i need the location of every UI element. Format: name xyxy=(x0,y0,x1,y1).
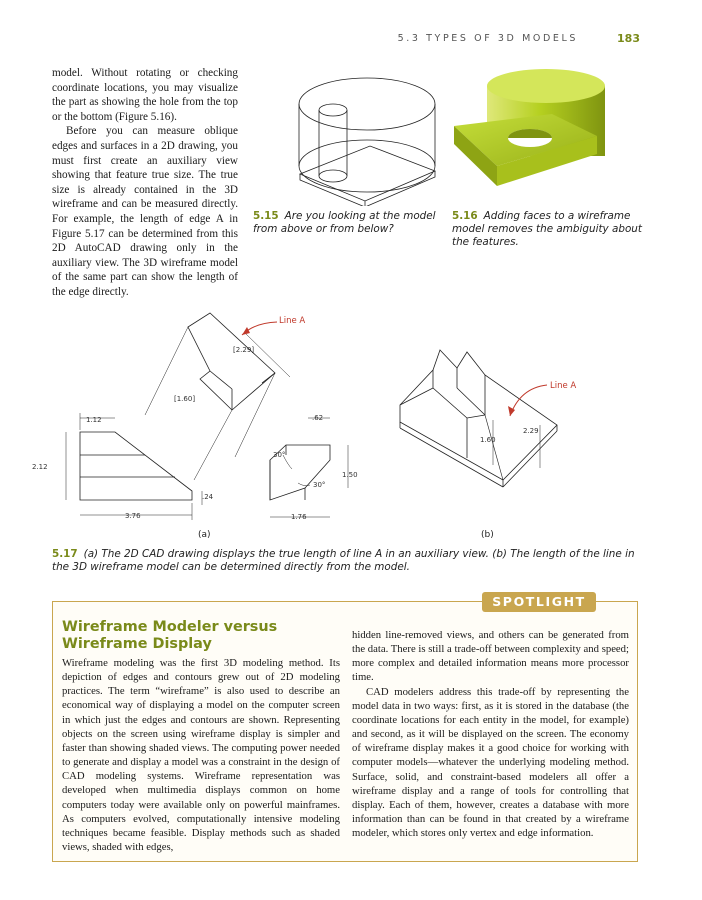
caption-text: Adding faces to a wireframe model removes the ambiguity about the features. xyxy=(452,210,642,248)
dimension-label: 30° xyxy=(273,451,286,459)
dimension-label: [1.60] xyxy=(174,395,196,403)
spotlight-left-column xyxy=(62,656,340,854)
spotlight-title-line-2: Wireframe Display xyxy=(62,636,212,652)
line-a-label: Line A xyxy=(279,316,306,326)
line-a-label: Line A xyxy=(550,381,577,391)
figure-5-16-caption xyxy=(452,210,642,249)
figure-number: 5.15 xyxy=(253,210,279,222)
figure-number: 5.16 xyxy=(452,210,478,222)
caption-text: (a) The 2D CAD drawing displays the true length of line A in an auxiliary view. (b) The length of the line in the 3D wireframe model can be determined directly from the model. xyxy=(52,548,635,573)
running-head xyxy=(0,33,640,49)
body-paragraph-2: Before you can measure oblique edges and surfaces in a 2D drawing, you must first create an auxiliary view showing that feature true size. The true size is already contained in the 3D wireframe and can be measured directly. For example, the length of edge A in Figure 5.17 can be determined from this 2D AutoCAD drawing only in the auxiliary view. The 3D wireframe model of the same part can show the length of the edge directly. xyxy=(52,125,238,298)
dimension-label: 2.29 xyxy=(523,427,539,435)
spotlight-right-column xyxy=(352,628,629,840)
dimension-label: [2.29] xyxy=(233,346,255,354)
figure-5-17-caption xyxy=(52,548,642,574)
dimension-label: 1.12 xyxy=(86,416,102,424)
spotlight-title xyxy=(62,619,322,653)
spotlight-title-line-1: Wireframe Modeler versus xyxy=(62,619,278,635)
caption-text: Are you looking at the model from above or from below? xyxy=(253,210,436,235)
dimension-label: .62 xyxy=(312,414,324,422)
dimension-label: 30° xyxy=(313,481,326,489)
figure-5-16-shaded-model xyxy=(452,66,642,196)
dimension-label: 1.76 xyxy=(291,513,307,521)
dimension-label: 3.76 xyxy=(125,512,141,520)
page-number: 183 xyxy=(617,32,640,45)
dimension-label: 2.12 xyxy=(32,463,48,471)
figure-number: 5.17 xyxy=(52,548,78,560)
dimension-label: 1.60 xyxy=(480,436,496,444)
figure-part-label-b: (b) xyxy=(481,530,494,540)
body-paragraph-1: model. Without rotating or checking coordinate locations, you may visualize the part as showing the hole from the top or the bottom (Figure 5.16). xyxy=(52,67,238,123)
figure-5-17b-wireframe xyxy=(385,330,645,545)
figure-part-label-a: (a) xyxy=(198,530,211,540)
spotlight-paragraph: CAD modelers address this trade-off by representing the model data in two ways: first, as it is stored in the database (the coordinate locations for each entity in the model, for example) and second, as it will be displayed on the screen. The economy of wireframe display makes it a good choice for working with computer models—whatever the underlying modeling method. Surface, solid, and constraint-based modelers all offer a wireframe display and a range of tools for controlling that display. Each of them, however, creates a database with more information than can be found in that created by a wireframe modeler, which stores only vertex and edge information. xyxy=(352,685,629,840)
dimension-label: 1.50 xyxy=(342,471,358,479)
figure-5-15-caption xyxy=(253,210,443,236)
body-column xyxy=(52,66,238,300)
spotlight-badge: SPOTLIGHT xyxy=(482,592,596,612)
figure-5-17a-cad-drawing xyxy=(30,305,375,545)
section-title: 5.3 TYPES OF 3D MODELS xyxy=(397,33,578,44)
dimension-label: .24 xyxy=(202,493,214,501)
spotlight-paragraph: Wireframe modeling was the first 3D modeling method. Its depiction of edges and contours grew out of 2D modeling practices. The term “wireframe” is also used to describe an economical way of displaying a model on the computer screen in which just the edges and contours are shown. Representing objects on the screen using wireframe display is simpler and faster than showing shaded views. The computing power needed to generate and display a model was a constraint in the design of CAD modeling systems. Wireframe representation was developed when multimedia displays common on home computers today were available only on powerful mainframes. As computers evolved, computationally intensive modeling techniques became feasible. Display methods such as shaded views, shaded with edges, xyxy=(62,657,340,854)
spotlight-paragraph: hidden line-removed views, and others can be generated from the data. There is still a trade-off between complexity and speed; more complex and detailed information means more processor time. xyxy=(352,629,629,684)
figure-5-15-wireframe xyxy=(250,66,450,206)
